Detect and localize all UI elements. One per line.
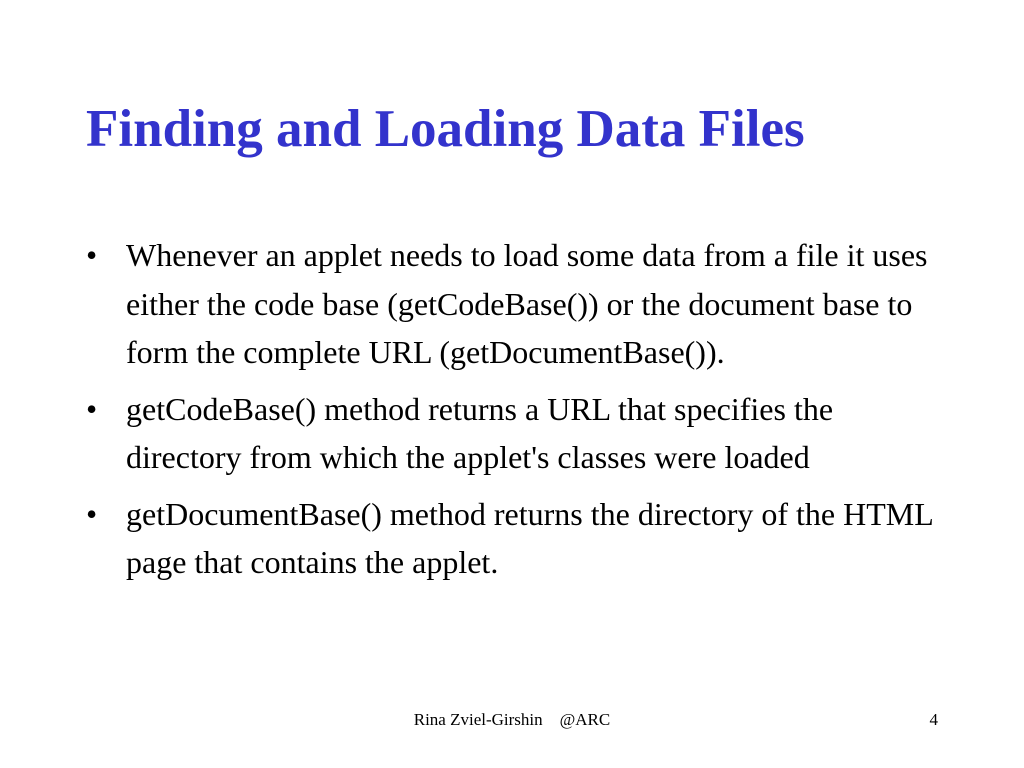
bullet-text: getDocumentBase() method returns the directory of the HTML page that contains the applet.	[126, 495, 933, 580]
bullet-dot-icon: •	[86, 495, 98, 532]
slide-title: Finding and Loading Data Files	[86, 100, 805, 158]
bullet-list	[84, 231, 934, 595]
page-number: 4	[929, 710, 938, 729]
bullet-text: getCodeBase() method returns a URL that specifies the directory from which the applet's classes were loaded	[126, 390, 834, 475]
bullet-item	[84, 385, 934, 482]
footer-author: Rina Zviel-Girshin @ARC	[413, 710, 611, 729]
bullet-dot-icon: •	[86, 390, 98, 427]
bullet-item	[84, 490, 934, 587]
bullet-item	[84, 231, 934, 377]
bullet-text: Whenever an applet needs to load some data from a file it uses either the code base (getCodeBase()) or the document base to form the complete URL (getDocumentBase()).	[126, 237, 928, 370]
bullet-dot-icon: •	[86, 237, 98, 273]
